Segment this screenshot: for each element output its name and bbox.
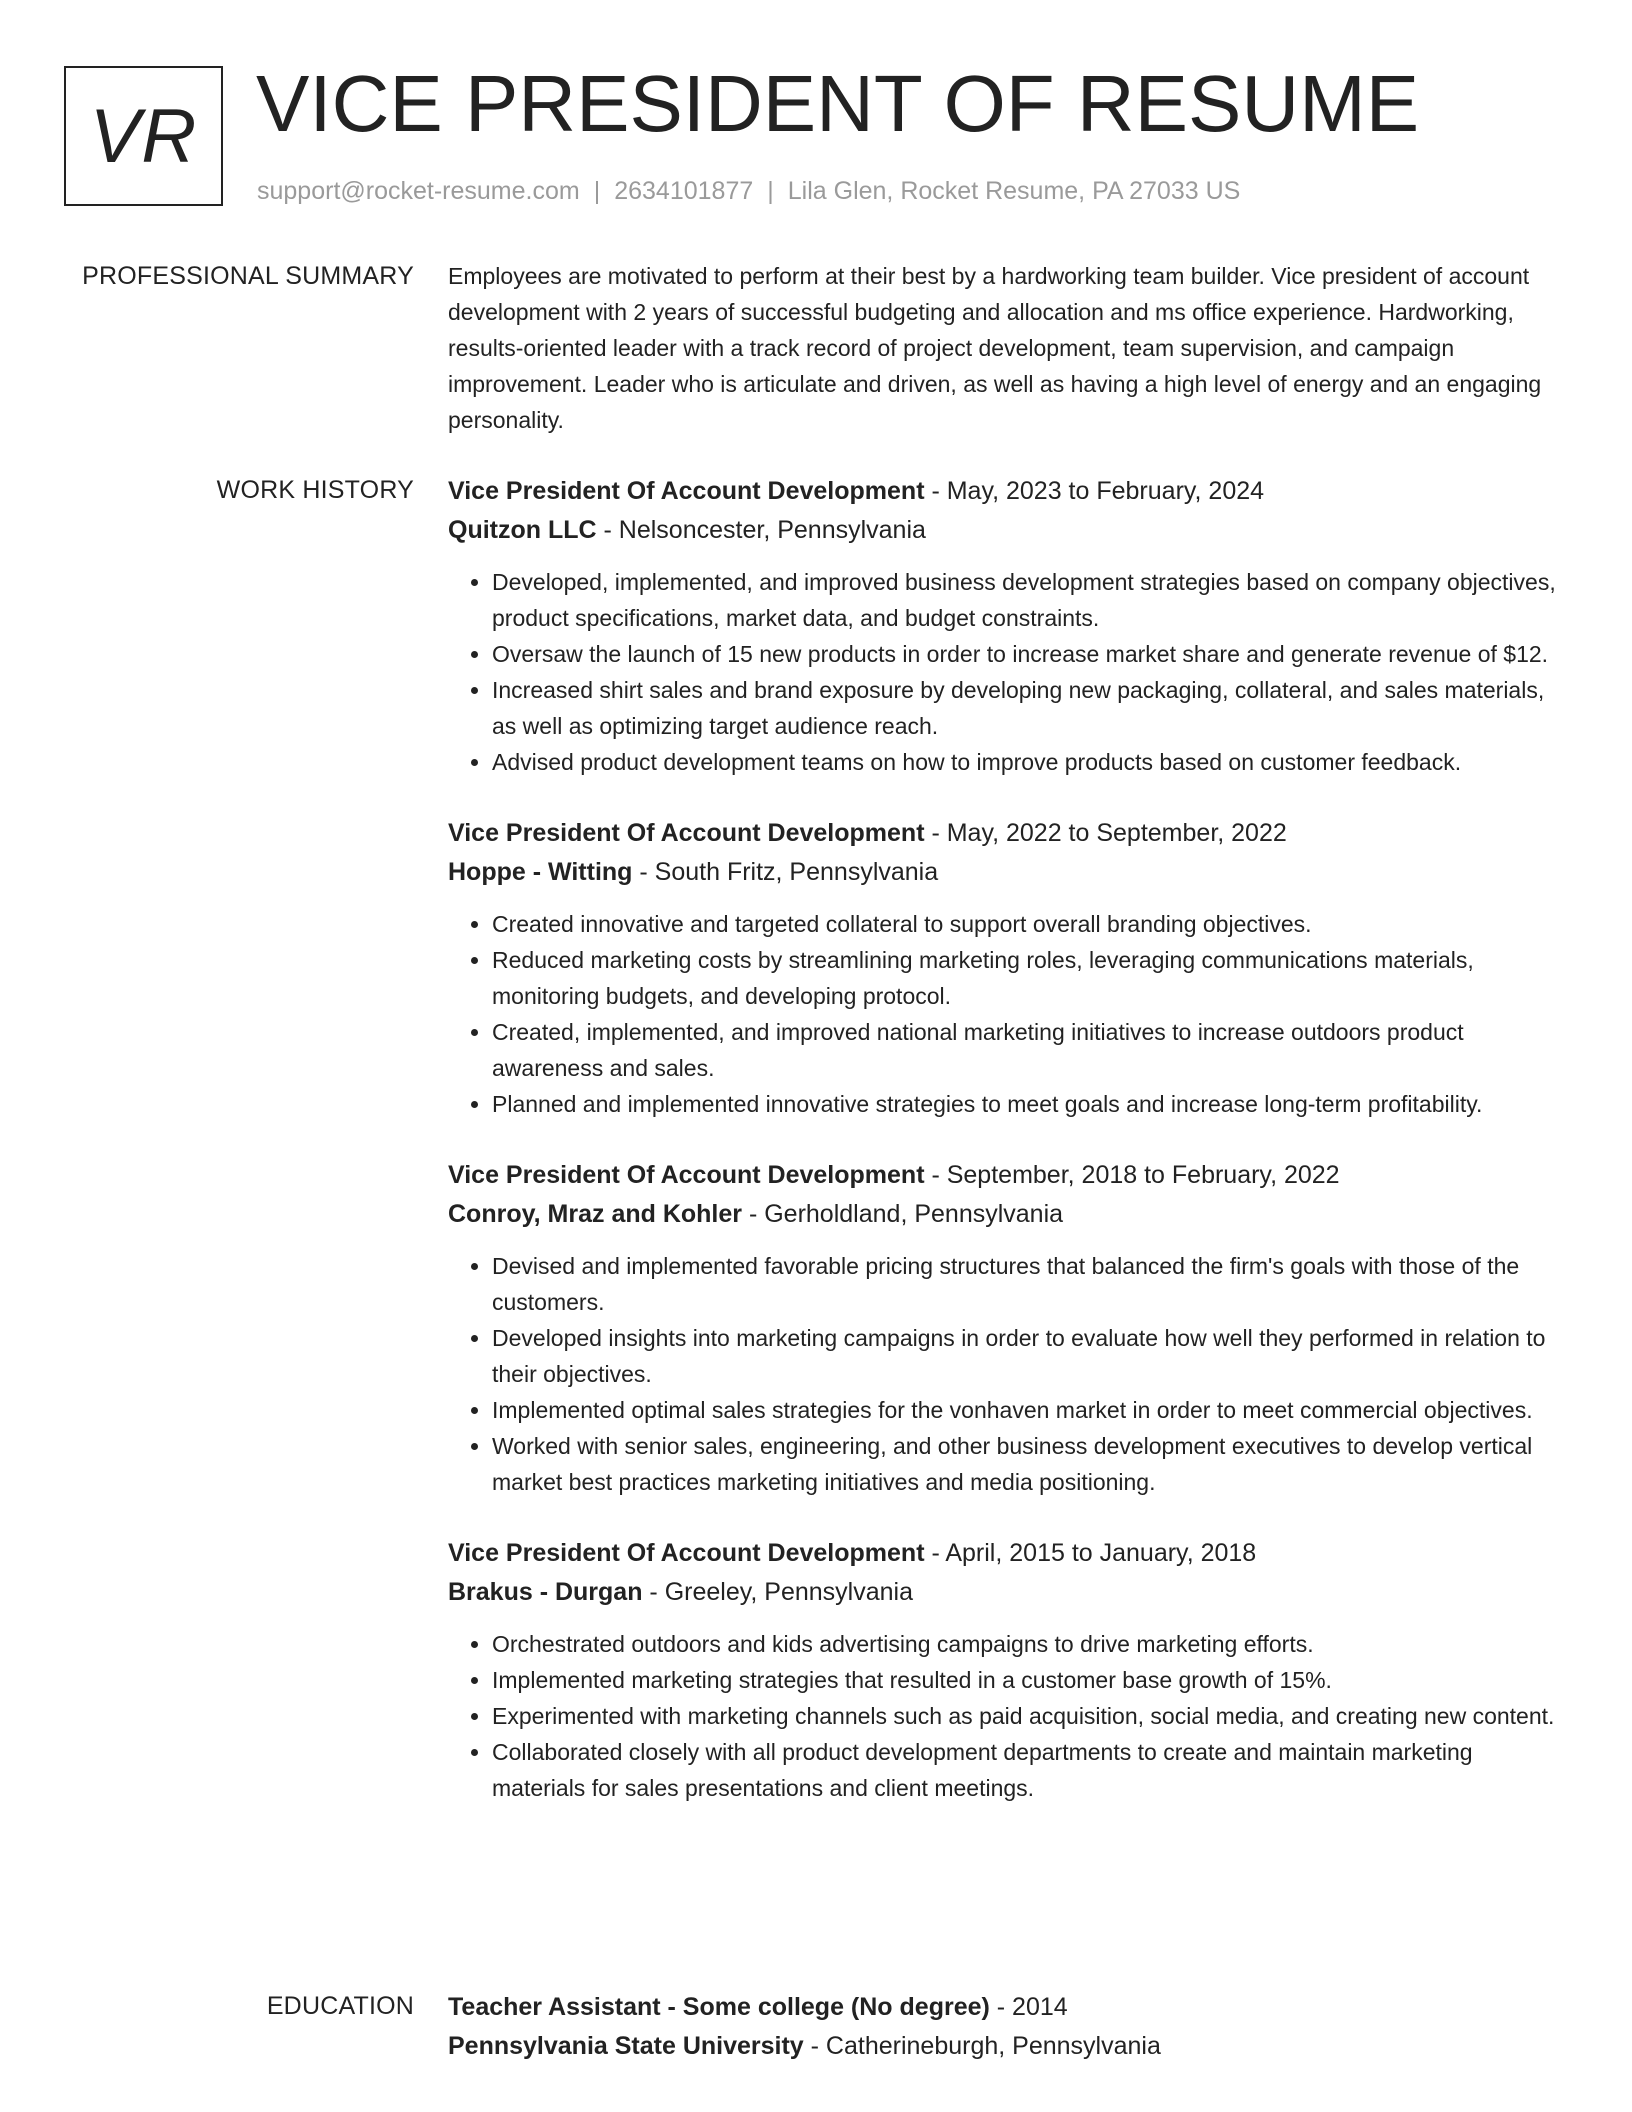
education-degree-line [448,1988,1568,2026]
resume-name: VICE PRESIDENT OF RESUME [256,59,1420,148]
job-company: Brakus - Durgan [448,1578,643,1606]
job-company-line [448,1194,1568,1234]
education-school: Pennsylvania State University [448,2032,804,2060]
job-entry [448,1534,1568,1806]
education-year: - 2014 [989,1993,1068,2021]
job-dates: - May, 2022 to September, 2022 [924,819,1287,847]
job-list [448,472,1568,1840]
job-company: Conroy, Mraz and Kohler [448,1200,743,1228]
list-item: • Implemented marketing strategies that resulted in a customer base growth of 15%. [492,1662,1568,1698]
list-item: • Oversaw the launch of 15 new products in order to increase market share and generate revenue of $12. [492,636,1568,672]
list-item: • Devised and implemented favorable pricing structures that balanced the firm's goals with those of the customers. [492,1248,1568,1320]
contact-address: Lila Glen, Rocket Resume, PA 27033 US [787,177,1241,205]
job-company: Hoppe - Witting [448,858,633,886]
job-company-line [448,1572,1568,1612]
job-company-line [448,510,1568,550]
job-title-line [448,472,1568,510]
job-location: - Gerholdland, Pennsylvania [742,1200,1064,1228]
job-title-line [448,814,1568,852]
job-location: - South Fritz, Pennsylvania [632,858,939,886]
list-item: • Experimented with marketing channels such as paid acquisition, social media, and creating new content. [492,1698,1568,1734]
education-label: EDUCATION [266,1992,414,2020]
list-item: • Developed, implemented, and improved business development strategies based on company objectives, product specifications, market data, and budget constraints. [492,564,1568,636]
list-item: • Planned and implemented innovative strategies to meet goals and increase long-term profitability. [492,1086,1568,1122]
education-school-line [448,2026,1568,2066]
job-bullets [448,906,1568,1122]
job-title-line [448,1156,1568,1194]
list-item: • Increased shirt sales and brand exposure by developing new packaging, collateral, and sales materials, as well as optimizing target audience reach. [492,672,1568,744]
education-degree: Teacher Assistant - Some college (No degree) [448,1993,990,2021]
job-dates: - September, 2018 to February, 2022 [924,1161,1340,1189]
list-item: • Created, implemented, and improved national marketing initiatives to increase outdoors product awareness and sales. [492,1014,1568,1086]
work-history-label: WORK HISTORY [216,476,414,504]
job-dates: - May, 2023 to February, 2024 [924,477,1265,505]
list-item: • Developed insights into marketing campaigns in order to evaluate how well they performed in relation to their objectives. [492,1320,1568,1392]
contact-phone: 2634101877 [614,177,754,205]
list-item: • Reduced marketing costs by streamlining marketing roles, leveraging communications materials, monitoring budgets, and developing protocol. [492,942,1568,1014]
job-entry [448,1156,1568,1500]
job-title: Vice President Of Account Development [448,477,925,505]
contact-line [257,174,1240,208]
summary-label: PROFESSIONAL SUMMARY [82,262,414,290]
job-title-line [448,1534,1568,1572]
contact-separator: | [767,177,774,205]
list-item: • Collaborated closely with all product development departments to create and maintain marketing materials for sales presentations and client meetings. [492,1734,1568,1806]
job-location: - Nelsoncester, Pennsylvania [596,516,926,544]
list-item: • Created innovative and targeted collateral to support overall branding objectives. [492,906,1568,942]
job-dates: - April, 2015 to January, 2018 [924,1539,1257,1567]
monogram-box: VR [64,66,223,206]
contact-separator: | [593,177,601,205]
list-item: • Advised product development teams on how to improve products based on customer feedback. [492,744,1568,780]
job-bullets [448,1248,1568,1500]
list-item: • Implemented optimal sales strategies for the vonhaven market in order to meet commercial objectives. [492,1392,1568,1428]
job-entry [448,814,1568,1122]
job-bullets [448,1626,1568,1806]
list-item: • Orchestrated outdoors and kids advertising campaigns to drive marketing efforts. [492,1626,1568,1662]
job-company: Quitzon LLC [448,516,597,544]
contact-email: support@rocket-resume.com [257,177,580,205]
job-company-line [448,852,1568,892]
job-bullets [448,564,1568,780]
job-title: Vice President Of Account Development [448,1161,925,1189]
education-list [448,1988,1568,2066]
list-item: • Worked with senior sales, engineering, and other business development executives to develop vertical market best practices marketing initiatives and media positioning. [492,1428,1568,1500]
job-location: - Greeley, Pennsylvania [642,1578,913,1606]
education-location: - Catherineburgh, Pennsylvania [803,2032,1161,2060]
job-title: Vice President Of Account Development [448,1539,925,1567]
job-entry [448,472,1568,780]
summary-text: Employees are motivated to perform at their best by a hardworking team builder. Vice president of account development with 2 years of successful budgeting and allocation and ms office experience. Hardworking, results-oriented leader with a track record of project development, team supervision, and campaign improvement. Leader who is articulate and driven, as well as having a high level of energy and an engaging personality. [448,263,1542,433]
job-title: Vice President Of Account Development [448,819,925,847]
